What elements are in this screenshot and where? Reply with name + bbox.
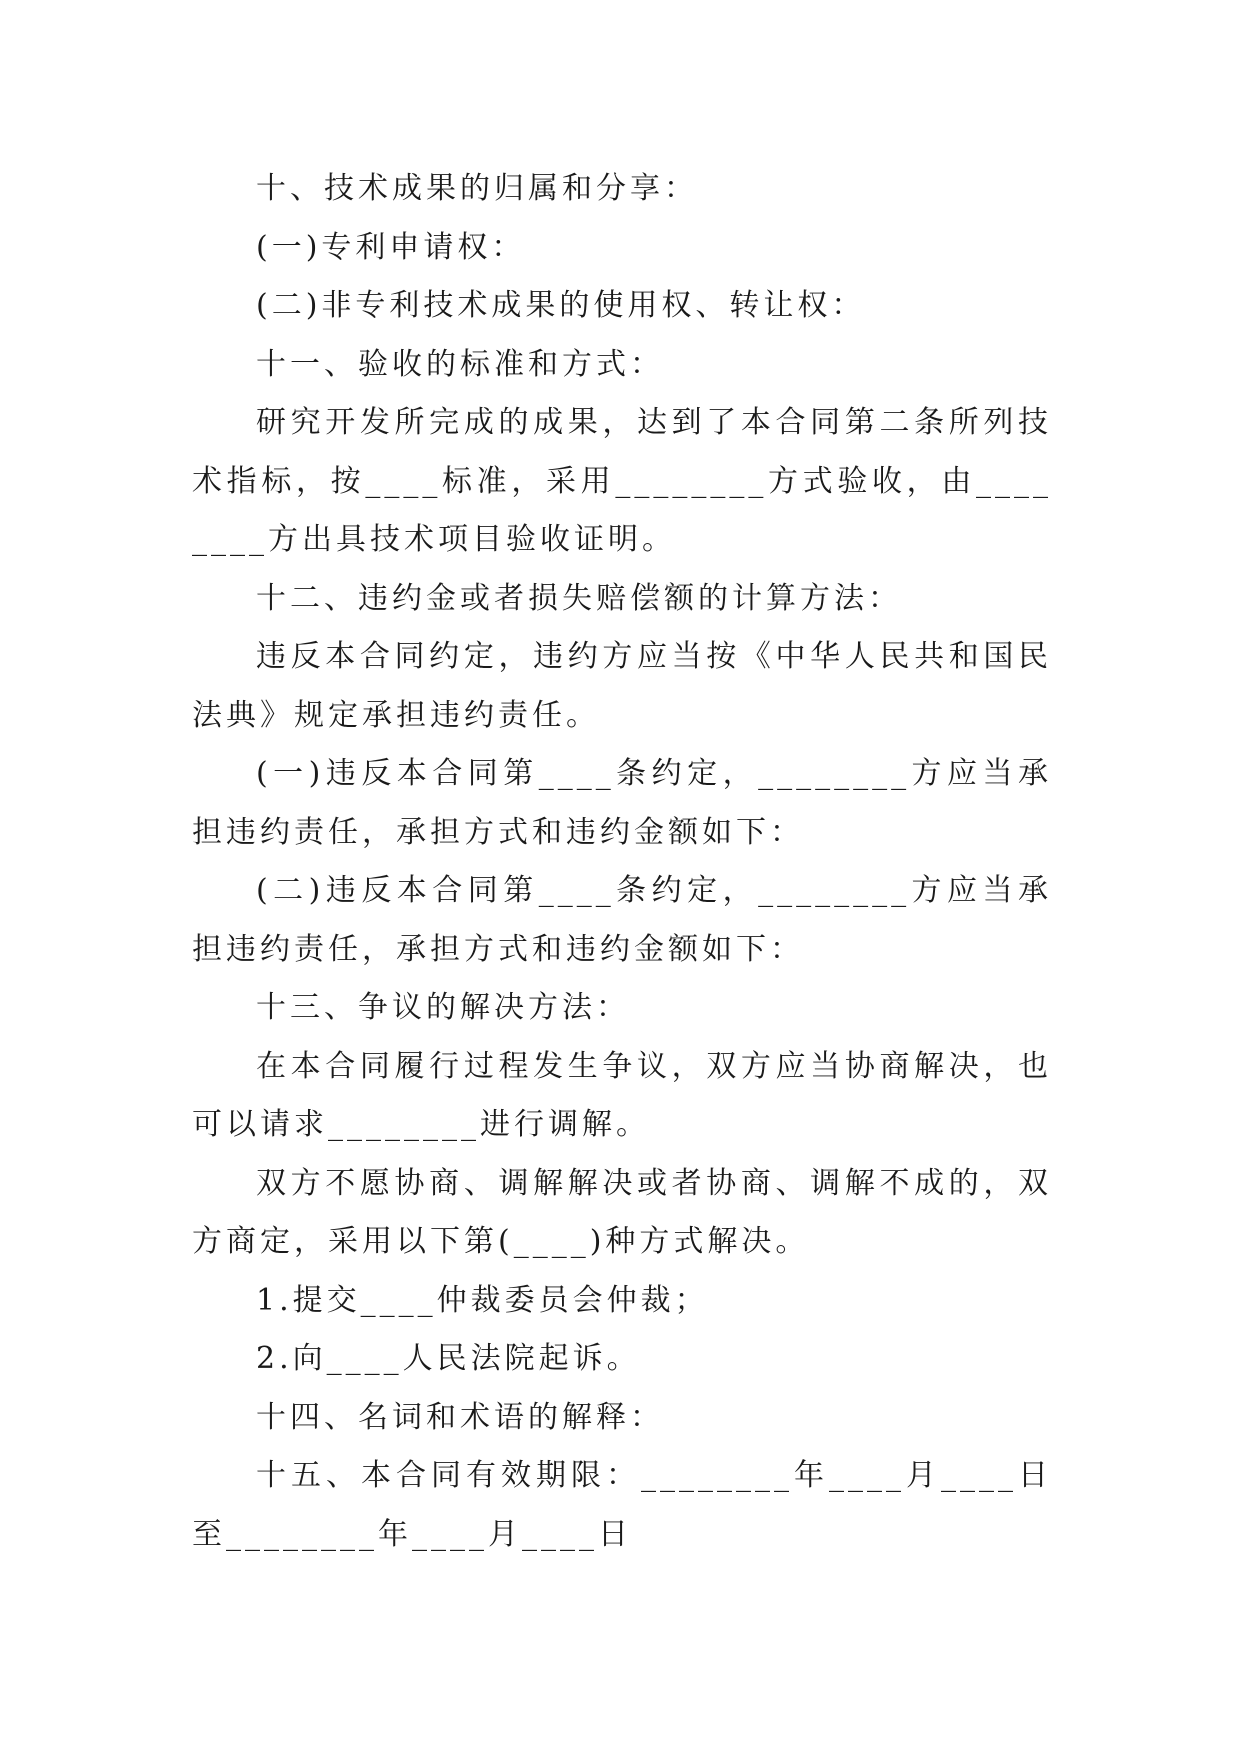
section-11-heading: 十一、验收的标准和方式： [256, 346, 664, 382]
section-12-heading: 十二、违约金或者损失赔偿额的计算方法： [256, 580, 902, 616]
section-10-item-1: (一)专利申请权： [256, 229, 526, 265]
section-13-heading: 十三、争议的解决方法： [256, 990, 630, 1025]
section-13-option-2: 2.向____人民法院起诉。 [256, 1341, 641, 1376]
section-12-item-2: (二)违反本合同第____条约定，________方应当承担违约责任，承担方式和违约金额如下： [192, 873, 1052, 967]
document-body [192, 160, 1052, 1564]
section-14-heading: 十四、名词和术语的解释： [256, 1399, 664, 1435]
section-12-body: 违反本合同约定，违约方应当按《中华人民共和国民法典》规定承担违约责任。 [192, 639, 1052, 733]
section-13-body-1: 在本合同履行过程发生争议，双方应当协商解决，也可以请求________进行调解。 [192, 1048, 1052, 1142]
section-13-option-1: 1.提交____仲裁委员会仲裁； [256, 1282, 709, 1318]
section-10-heading: 十、技术成果的归属和分享： [256, 171, 698, 206]
section-11-body: 研究开发所完成的成果，达到了本合同第二条所列技术指标，按____标准，采用________方式验收，由________方出具技术项目验收证明。 [192, 405, 1052, 557]
section-15-term: 十五、本合同有效期限：________年____月____日至________年____月____日 [192, 1458, 1052, 1552]
section-13-body-2: 双方不愿协商、调解解决或者协商、调解不成的，双方商定，采用以下第(____)种方式解决。 [192, 1165, 1052, 1259]
section-10-item-2: (二)非专利技术成果的使用权、转让权： [256, 288, 866, 323]
section-12-item-1: (一)违反本合同第____条约定，________方应当承担违约责任，承担方式和违约金额如下： [192, 756, 1052, 850]
